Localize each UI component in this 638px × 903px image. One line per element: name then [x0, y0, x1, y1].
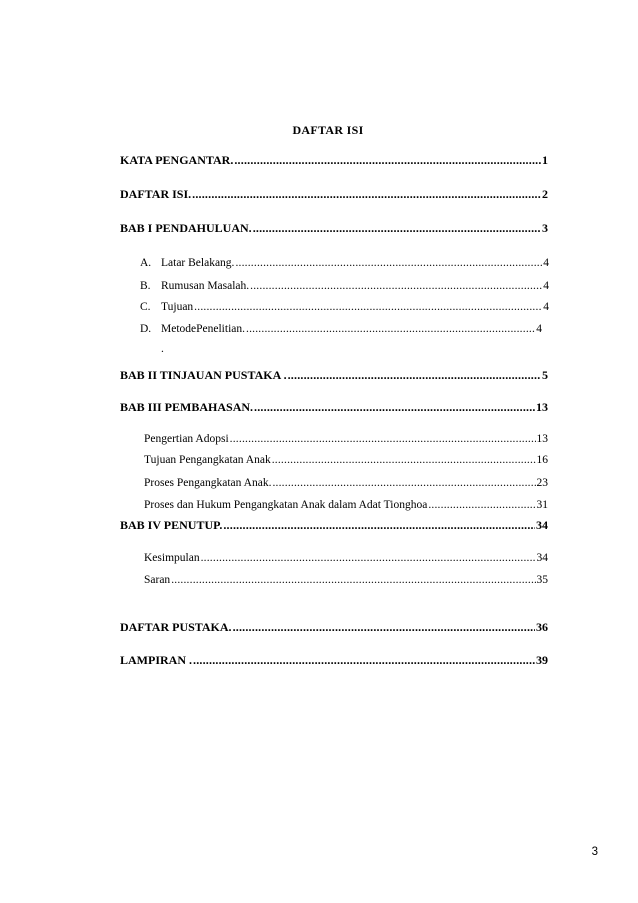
toc-entry-latar-belakang[interactable] — [140, 256, 549, 270]
toc-label: BAB II TINJAUAN PUSTAKA . — [120, 368, 287, 382]
toc-page-number: 31 — [536, 499, 548, 511]
dot-leader — [230, 432, 536, 446]
dot-leader — [428, 498, 535, 512]
toc-page-number: 13 — [536, 433, 548, 445]
toc-entry-bab-2[interactable] — [120, 368, 548, 382]
dot-leader — [246, 322, 535, 336]
dot-leader — [233, 620, 535, 634]
toc-entry-metode-penelitian[interactable] — [140, 322, 542, 336]
toc-label: LAMPIRAN . — [120, 653, 192, 667]
toc-label: DAFTAR ISI. — [120, 187, 192, 201]
toc-page-number: 13 — [536, 400, 548, 414]
continuation-dot: . — [161, 343, 164, 355]
toc-label: Tujuan Pengangkatan Anak — [144, 454, 271, 466]
toc-label: Proses Pengangkatan Anak. — [144, 477, 272, 489]
toc-page-number: 23 — [536, 477, 548, 489]
toc-label: MetodePenelitian. — [161, 323, 245, 335]
page-number: 3 — [591, 846, 598, 858]
toc-entry-saran[interactable] — [144, 573, 548, 587]
toc-entry-bab-3[interactable] — [120, 400, 548, 414]
dot-leader — [192, 187, 541, 201]
toc-page-number: 34 — [536, 552, 548, 564]
toc-label: Proses dan Hukum Pengangkatan Anak dalam Adat Tionghoa — [144, 499, 428, 511]
toc-entry-tujuan[interactable] — [140, 300, 549, 314]
toc-entry-daftar-isi[interactable] — [120, 187, 548, 201]
toc-label: BAB IV PENUTUP. — [120, 518, 223, 532]
toc-entry-daftar-pustaka[interactable] — [120, 620, 548, 634]
dot-leader — [253, 221, 541, 235]
toc-page-number: 3 — [542, 221, 548, 235]
dot-leader — [201, 551, 536, 565]
toc-label: Rumusan Masalah. — [161, 280, 250, 292]
toc-page-number: 4 — [543, 280, 549, 292]
toc-label: BAB I PENDAHULUAN. — [120, 221, 252, 235]
dot-leader — [234, 153, 541, 167]
toc-entry-bab-1[interactable] — [120, 221, 548, 235]
toc-entry-proses-pengangkatan-anak[interactable] — [144, 476, 548, 490]
toc-entry-tujuan-pengangkatan-anak[interactable] — [144, 453, 548, 467]
toc-entry-bab-4[interactable] — [120, 518, 548, 532]
toc-label: Pengertian Adopsi — [144, 433, 229, 445]
dot-leader — [288, 368, 541, 382]
toc-letter: C. — [140, 301, 151, 313]
toc-label: KATA PENGANTAR. — [120, 153, 234, 167]
toc-entry-kata-pengantar[interactable] — [120, 153, 548, 167]
dot-leader — [194, 300, 542, 314]
toc-page-number: 5 — [542, 368, 548, 382]
toc-entry-rumusan-masalah[interactable] — [140, 279, 549, 293]
dot-leader — [250, 279, 542, 293]
toc-label: Tujuan — [161, 301, 194, 313]
dot-leader — [254, 400, 535, 414]
toc-entry-adat-tionghoa[interactable] — [144, 498, 548, 512]
dot-leader — [171, 573, 535, 587]
toc-label: Kesimpulan — [144, 552, 200, 564]
toc-page-number: 35 — [536, 574, 548, 586]
toc-entry-pengertian-adopsi[interactable] — [144, 432, 548, 446]
dot-leader — [235, 256, 542, 270]
dot-leader — [272, 453, 536, 467]
page-title: DAFTAR ISI — [292, 123, 364, 137]
toc-label: Saran — [144, 574, 171, 586]
toc-label: Latar Belakang. — [161, 257, 235, 269]
toc-entry-lampiran[interactable] — [120, 653, 548, 667]
toc-page-number: 39 — [536, 653, 548, 667]
toc-page-number: 36 — [536, 620, 548, 634]
dot-leader — [272, 476, 535, 490]
toc-page-number: 4 — [536, 323, 542, 335]
toc-page-number: 4 — [543, 257, 549, 269]
toc-entry-kesimpulan[interactable] — [144, 551, 548, 565]
toc-label: BAB III PEMBAHASAN. — [120, 400, 254, 414]
toc-page-number: 1 — [542, 153, 548, 167]
toc-page-number: 4 — [543, 301, 549, 313]
toc-page-number: 16 — [536, 454, 548, 466]
toc-page-number: 34 — [536, 518, 548, 532]
toc-page-number: 2 — [542, 187, 548, 201]
toc-letter: A. — [140, 257, 152, 269]
toc-letter: D. — [140, 323, 152, 335]
toc-letter: B. — [140, 280, 151, 292]
toc-label: DAFTAR PUSTAKA. — [120, 620, 232, 634]
dot-leader — [223, 518, 535, 532]
dot-leader — [193, 653, 535, 667]
